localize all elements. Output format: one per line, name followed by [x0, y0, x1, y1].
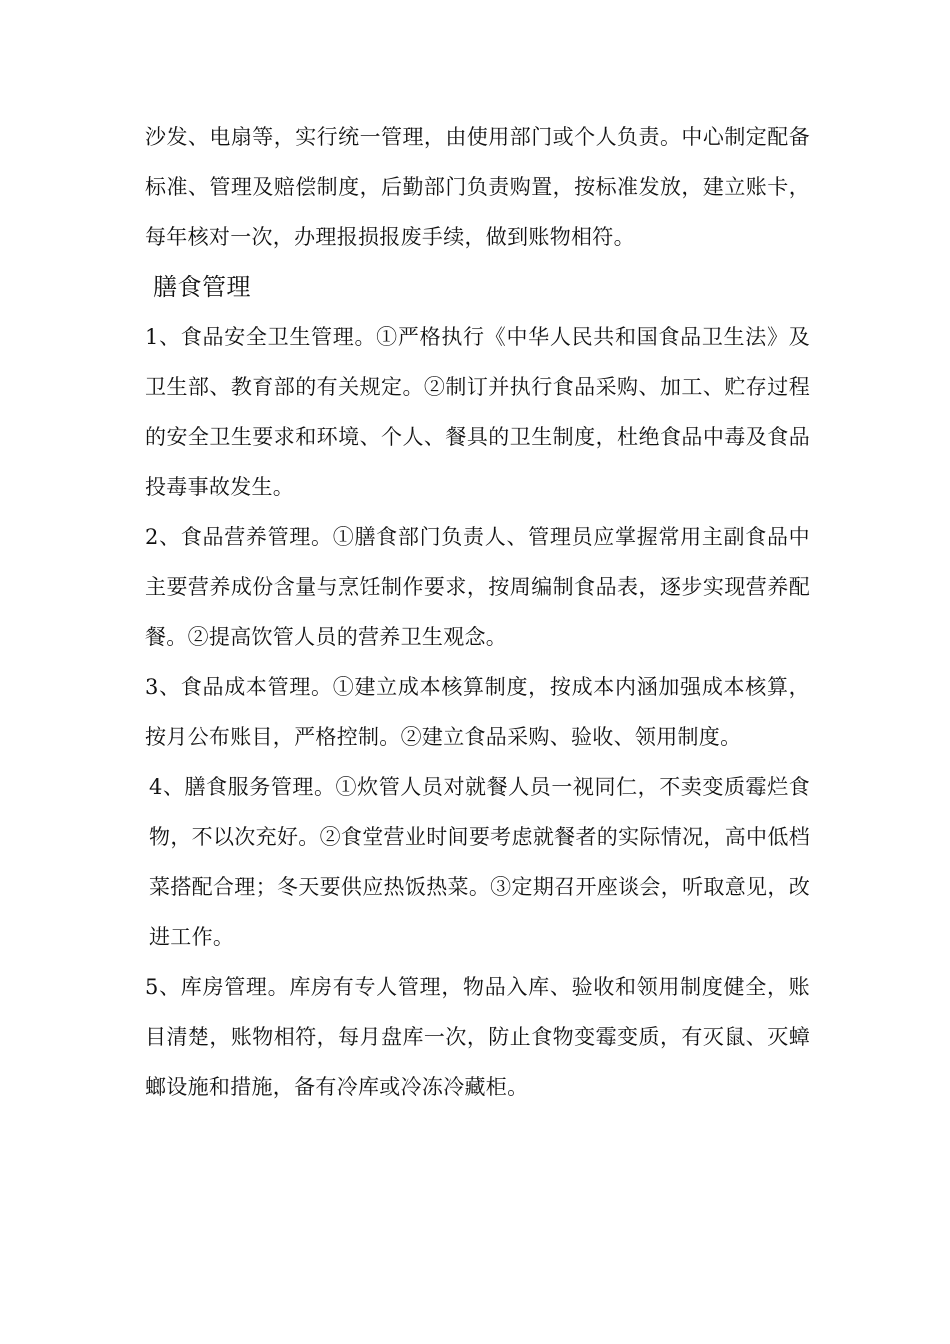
- list-item: 4、膳食服务管理。①炊管人员对就餐人员一视同仁，不卖变质霉烂食物，不以次充好。②食堂营业时间要考虑就餐者的实际情况，高中低档菜搭配合理；冬天要供应热饭热菜。③定期召开座谈会，听取意见，改进工作。: [149, 775, 810, 949]
- document-page: [145, 112, 810, 1112]
- list-item: 5、库房管理。库房有专人管理，物品入库、验收和领用制度健全，账目清楚，账物相符，每月盘库一次，防止食物变霉变质，有灭鼠、灭蟑螂设施和措施，备有冷库或冷冻冷藏柜。: [145, 975, 810, 1099]
- list-item: 1、食品安全卫生管理。①严格执行《中华人民共和国食品卫生法》及卫生部、教育部的有关规定。②制订并执行食品采购、加工、贮存过程的安全卫生要求和环境、个人、餐具的卫生制度，杜绝食品中毒及食品投毒事故发生。: [145, 325, 810, 499]
- intro-paragraph: 沙发、电扇等，实行统一管理，由使用部门或个人负责。中心制定配备标准、管理及赔偿制度，后勤部门负责购置，按标准发放，建立账卡，每年核对一次，办理报损报废手续，做到账物相符。: [145, 125, 810, 249]
- section-title: 膳食管理: [153, 273, 251, 301]
- list-item: 3、食品成本管理。①建立成本核算制度，按成本内涵加强成本核算，按月公布账目，严格控制。②建立食品采购、验收、领用制度。: [145, 675, 810, 749]
- list-item: 2、食品营养管理。①膳食部门负责人、管理员应掌握常用主副食品中主要营养成份含量与烹饪制作要求，按周编制食品表，逐步实现营养配餐。②提高饮管人员的营养卫生观念。: [145, 525, 810, 649]
